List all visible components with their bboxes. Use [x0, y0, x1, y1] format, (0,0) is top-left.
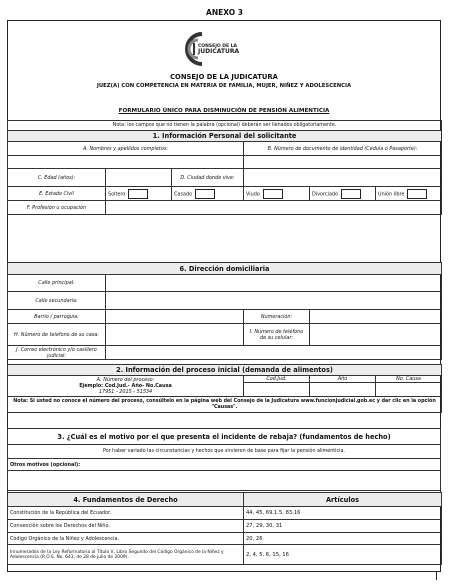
- field-calle-secundaria[interactable]: [106, 292, 442, 310]
- label-calle-secundaria: Calle secundaria:: [8, 292, 106, 310]
- field-anio[interactable]: [310, 383, 376, 397]
- label-telefono-celular: I. Número de teléfono de su celular:: [244, 324, 310, 346]
- col-cod-jud: Cod.Jud.: [244, 376, 310, 383]
- label-edad: C. Edad (años):: [8, 169, 106, 187]
- table-row: [8, 520, 442, 533]
- option-divorciado[interactable]: Divorciado: [310, 187, 376, 201]
- logo-text: CONSEJO DE LA JUDICATURA: [198, 44, 240, 55]
- field-nombres[interactable]: [8, 156, 244, 169]
- checkbox-divorciado[interactable]: [341, 189, 361, 199]
- scan-mark: [436, 572, 437, 580]
- anexo-label: ANEXO 3: [206, 8, 243, 17]
- nota-obligatorios: Nota: los campos que no tienen la palabra (opcional) deberán ser llenados obligatoriamente.: [8, 121, 442, 131]
- table-row: [8, 545, 442, 565]
- section-1-table: [7, 120, 442, 215]
- label-ciudad: D. Ciudad donde vive:: [172, 169, 244, 187]
- checkbox-viudo[interactable]: [263, 189, 283, 199]
- motivo-texto: Por haber variado las circunstancias y hechos que sirvieron de base para fijar la pensión alimenticia.: [8, 445, 441, 459]
- label-correo: J. Correo electrónico y/o casillero judicial:: [8, 346, 106, 360]
- form-title: FORMULARIO ÚNICO PARA DISMINUCIÓN DE PENSIÓN ALIMENTICIA: [118, 108, 330, 114]
- field-no-causa[interactable]: [376, 383, 442, 397]
- option-viudo[interactable]: Viudo: [244, 187, 310, 201]
- field-profesion[interactable]: [106, 201, 442, 215]
- section-3-table: [7, 428, 441, 491]
- label-calle-principal: Calle principal:: [8, 275, 106, 292]
- field-telefono-casa[interactable]: [106, 324, 244, 346]
- ley-name: Innumerados de la Ley Reformatoria al Título V, Libro Segundo del Código Orgánico de la Niñez y Adolescencia (R.O.S. No. 643, de 28 de julio de 2009).: [8, 545, 244, 565]
- label-numero-proceso: A. Número del proceso: Ejemplo: Cod.Jud.- Año- No.Causa 17951 - 2015 - 51534: [8, 376, 244, 397]
- option-casado[interactable]: Casado: [172, 187, 244, 201]
- col-anio: Año: [310, 376, 376, 383]
- table-row: [8, 533, 442, 545]
- section-2-table: [7, 364, 442, 413]
- field-barrio[interactable]: [106, 310, 244, 324]
- label-numeracion: Numeración:: [244, 310, 310, 324]
- label-documento: B. Número de documento de identidad (Cédula o Pasaporte):: [244, 142, 442, 156]
- articulos-value: 20, 26: [244, 533, 442, 545]
- label-barrio: Barrio / parroquia:: [8, 310, 106, 324]
- ley-name: Código Orgánico de la Niñez y Adolescencia.: [8, 533, 244, 545]
- articulos-value: 44, 45, 69.1.5, 83.16: [244, 507, 442, 520]
- section-2-title: 2. Información del proceso inicial (demanda de alimentos): [8, 365, 442, 376]
- ley-name: Constitución de la República del Ecuador.: [8, 507, 244, 520]
- label-telefono-casa: H. Número de teléfono de su casa:: [8, 324, 106, 346]
- section-6-title: 6. Dirección domiciliaria: [8, 263, 442, 275]
- field-cod-jud[interactable]: [244, 383, 310, 397]
- label-estado-civil: E. Estado Civil: [8, 187, 106, 201]
- field-edad[interactable]: [106, 169, 172, 187]
- header-title: CONSEJO DE LA JUDICATURA: [170, 73, 278, 81]
- field-telefono-celular[interactable]: [310, 324, 442, 346]
- section-6-table: [7, 262, 442, 360]
- label-profesion: F. Profesión u ocupación: [8, 201, 106, 215]
- field-numeracion[interactable]: [310, 310, 442, 324]
- checkbox-casado[interactable]: [195, 189, 215, 199]
- section-1-title: 1. Información Personal del solicitante: [8, 131, 442, 142]
- checkbox-union-libre[interactable]: [407, 189, 427, 199]
- section-3-title: 3. ¿Cuál es el motivo por el que presenta el incidente de rebaja? (fundamentos de hecho): [8, 429, 441, 445]
- section-4-title: 4. Fundamentos de Derecho: [8, 493, 244, 507]
- ley-name: Convención sobre los Derechos del Niño.: [8, 520, 244, 533]
- nota-proceso: Nota: Si usted no conoce el número del proceso, consúltelo en la página web del Consejo de la Judicatura www.funcionjudicial.gob.ec y dar clic en la opción "Causas".: [8, 397, 442, 413]
- label-nombres: A. Nombres y apellidos completos:: [8, 142, 244, 156]
- header-subtitle: JUEZ(A) CON COMPETENCIA EN MATERIA DE FAMILIA, MUJER, NIÑEZ Y ADOLESCENCIA: [96, 83, 352, 89]
- articulos-value: 27, 29, 30, 31: [244, 520, 442, 533]
- field-ciudad[interactable]: [244, 169, 442, 187]
- table-row: [8, 507, 442, 520]
- label-otros-motivos: Otros motivos (opcional):: [8, 459, 441, 471]
- option-union-libre[interactable]: Unión libre: [376, 187, 442, 201]
- checkbox-soltero[interactable]: [128, 189, 148, 199]
- articulos-value: 2, 4, 5, 6, 15, 16: [244, 545, 442, 565]
- col-no-causa: No. Causa: [376, 376, 442, 383]
- col-articulos: Artículos: [244, 493, 442, 507]
- field-correo[interactable]: [106, 346, 442, 360]
- field-calle-principal[interactable]: [106, 275, 442, 292]
- option-soltero[interactable]: Soltero: [106, 187, 172, 201]
- section-4-table: [7, 492, 442, 565]
- field-otros-motivos[interactable]: [8, 471, 441, 491]
- field-documento[interactable]: [244, 156, 442, 169]
